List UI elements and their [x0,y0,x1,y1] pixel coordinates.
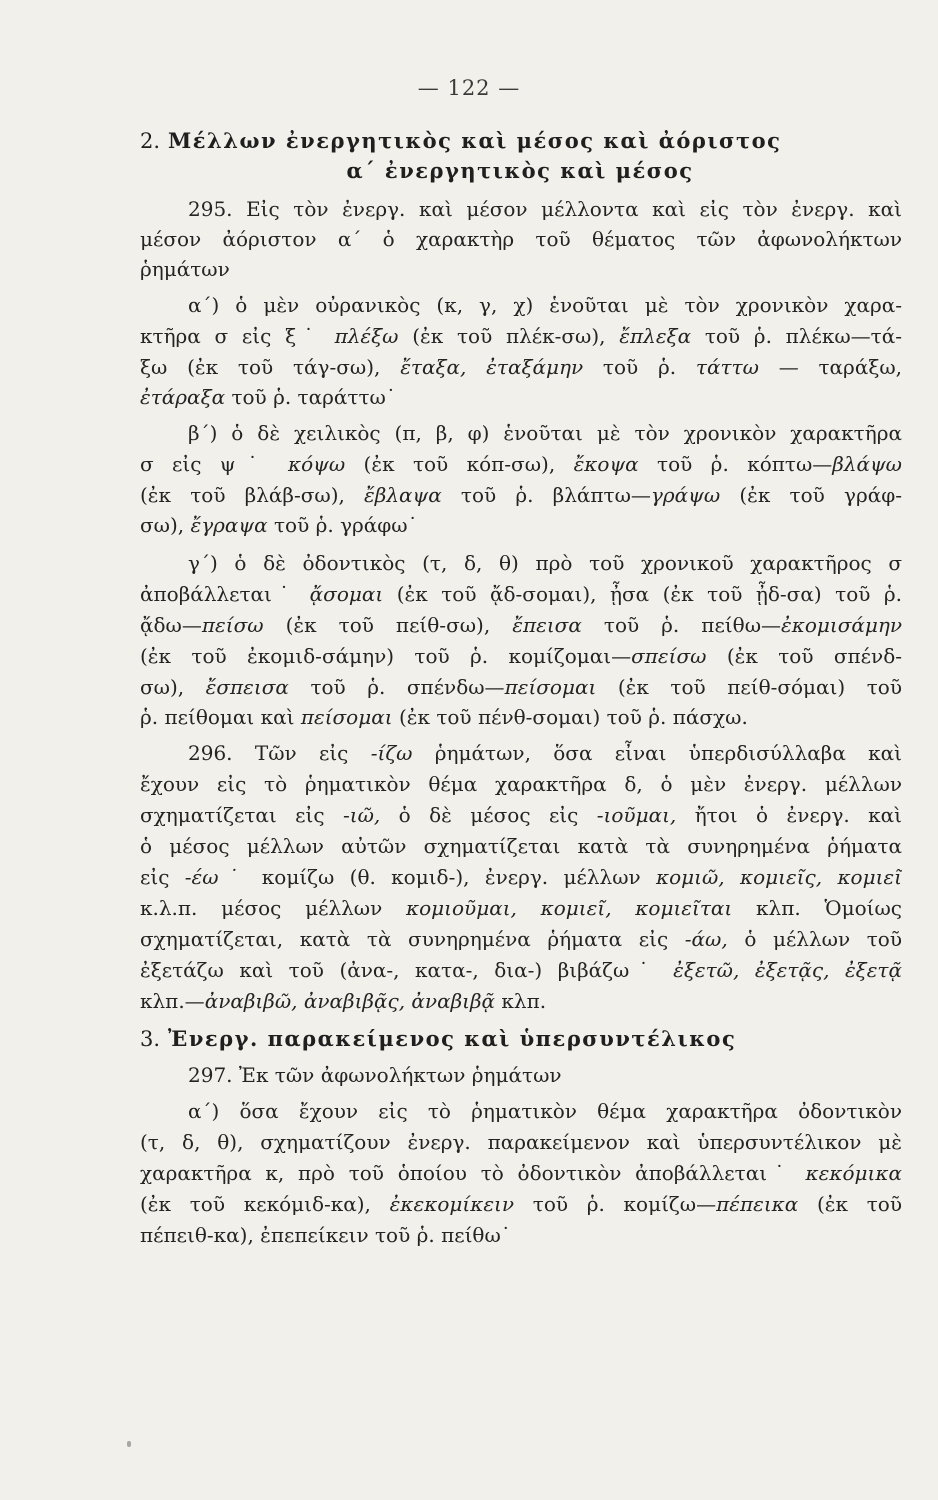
para-295-g-line-4: (ἐκ τοῦ ἐκομιδ-σάμην) τοῦ ῥ. κομίζομαι—σπείσω (ἐκ τοῦ σπένδ- [140,644,902,668]
para-295-b-line-1: β΄) ὁ δὲ χειλικὸς (π, β, φ) ἑνοῦται μὲ τὸν χρονικὸν χαρακτῆρα [188,421,902,445]
para-297-line-2: α΄) ὅσα ἔχουν εἰς τὸ ῥηματικὸν θέμα χαρακτῆρα ὀδοντικὸν [188,1099,902,1123]
para-295-b-line-2: σ εἰς ψ˙ κόψω (ἐκ τοῦ κόπ-σω), ἔκοψα τοῦ ῥ. κόπτω—βλάψω [140,452,902,476]
section-2-heading [140,128,900,153]
para-297-line-3: (τ, δ, θ), σχηματίζουν ἐνεργ. παρακείμενον καὶ ὑπερσυντέλικον μὲ [140,1130,902,1154]
para-296-line-9: κλπ.—ἀναβιβῶ, ἀναβιβᾷς, ἀναβιβᾷ κλπ. [140,989,547,1013]
section-2-title-line1: Μέλλων ἐνεργητικὸς καὶ μέσος καὶ ἀόριστος [168,128,782,153]
para-296-line-4: ὁ μέσος μέλλων αὐτῶν σχηματίζεται κατὰ τὰ συνηρημένα ῥήματα [140,834,902,858]
para-297-line-6: πέπειθ-κα), ἐπεπείκειν τοῦ ῥ. πείθω˙ [140,1223,511,1247]
para-297-line-1: 297. Ἐκ τῶν ἀφωνολήκτων ῥημάτων [188,1063,562,1087]
para-295-g-line-6: ῥ. πείθομαι καὶ πείσομαι (ἐκ τοῦ πένθ-σομαι) τοῦ ῥ. πάσχω. [140,705,748,729]
para-295-a-line-1: α΄) ὁ μὲν οὐρανικὸς (κ, γ, χ) ἑνοῦται μὲ τὸν χρονικὸν χαρα- [188,293,902,317]
para-297-line-5: (ἐκ τοῦ κεκόμιδ-κα), ἐκεκομίκειν τοῦ ῥ. κομίζω—πέπεικα (ἐκ τοῦ [140,1192,902,1216]
para-295-a-line-4: ἐτάραξα τοῦ ῥ. ταράττω˙ [140,385,396,409]
para-296-line-8: ἐξετάζω καὶ τοῦ (ἀνα-, κατα-, δια-) βιβάζω˙ ἐξετῶ, ἐξετᾷς, ἐξετᾷ [140,958,902,982]
para-296-line-5: εἰς -έω˙ κομίζω (θ. κομιδ-), ἐνεργ. μέλλων κομιῶ, κομιεῖς, κομιεῖ [140,865,902,889]
para-295-line-2: μέσον ἀόριστον α΄ ὁ χαρακτὴρ τοῦ θέματος τῶν ἀφωνολήκτων [140,227,902,251]
para-295-g-line-1: γ΄) ὁ δὲ ὀδοντικὸς (τ, δ, θ) πρὸ τοῦ χρονικοῦ χαρακτῆρος σ [188,551,902,575]
para-295-line-3: ῥημάτων [140,257,230,281]
para-296-line-6: κ.λ.π. μέσος μέλλων κομιοῦμαι, κομιεῖ, κομιεῖται κλπ. Ὁμοίως [140,896,902,920]
para-296-line-3: σχηματίζεται εἰς -ιῶ, ὁ δὲ μέσος εἰς -ιοῦμαι, ἤτοι ὁ ἐνεργ. καὶ [140,803,902,827]
para-295-b-line-3: (ἐκ τοῦ βλάβ-σω), ἔβλαψα τοῦ ῥ. βλάπτω—γράψω (ἐκ τοῦ γράφ- [140,483,902,507]
para-295-a-line-3: ξω (ἐκ τοῦ τάγ-σω), ἔταξα, ἐταξάμην τοῦ ῥ. τάττω — ταράξω, [140,355,902,379]
para-295-g-line-2: ἀποβάλλεται˙ ᾄσομαι (ἐκ τοῦ ᾄδ-σομαι), ᾖσα (ἐκ τοῦ ᾖδ-σα) τοῦ ῥ. [140,582,902,606]
para-296-line-1: 296. Τῶν εἰς -ίζω ῥημάτων, ὅσα εἶναι ὑπερδισύλλαβα καὶ [188,741,902,765]
section-3-title: Ἐνεργ. παρακείμενος καὶ ὑπερσυντέλικος [168,1026,737,1051]
section-2-number: 2. [140,129,161,153]
para-295-g-line-5: σω), ἔσπεισα τοῦ ῥ. σπένδω—πείσομαι (ἐκ τοῦ πείθ-σόμαι) τοῦ [140,675,902,699]
para-296-line-2: ἔχουν εἰς τὸ ῥηματικὸν θέμα χαρακτῆρα δ, ὁ μὲν ἐνεργ. μέλλων [140,772,902,796]
section-3-heading [140,1026,900,1051]
section-2-title-line2: α΄ ἐνεργητικὸς καὶ μέσος [346,158,694,183]
para-296-line-7: σχηματίζεται, κατὰ τὰ συνηρημένα ῥήματα εἰς -άω, ὁ μέλλων τοῦ [140,927,902,951]
para-295-a-line-2: κτῆρα σ εἰς ξ˙ πλέξω (ἐκ τοῦ πλέκ-σω), ἔπλεξα τοῦ ῥ. πλέκω—τά- [140,324,902,348]
para-295-line-1: 295. Εἰς τὸν ἐνεργ. καὶ μέσον μέλλοντα καὶ εἰς τὸν ἐνεργ. καὶ [188,197,902,221]
para-295-g-line-3: ᾄδω—πείσω (ἐκ τοῦ πείθ-σω), ἔπεισα τοῦ ῥ. πείθω—ἐκομισάμην [140,613,902,637]
para-295-b-line-4: σω), ἔγραψα τοῦ ῥ. γράφω˙ [140,513,418,537]
section-2-subheading [140,158,900,183]
paper-speck [127,1441,131,1447]
section-3-number: 3. [140,1027,161,1051]
page-number: — 122 — [417,76,521,100]
para-297-line-4: χαρακτῆρα κ, πρὸ τοῦ ὁποίου τὸ ὀδοντικὸν ἀποβάλλεται˙ κεκόμικα [140,1161,902,1185]
